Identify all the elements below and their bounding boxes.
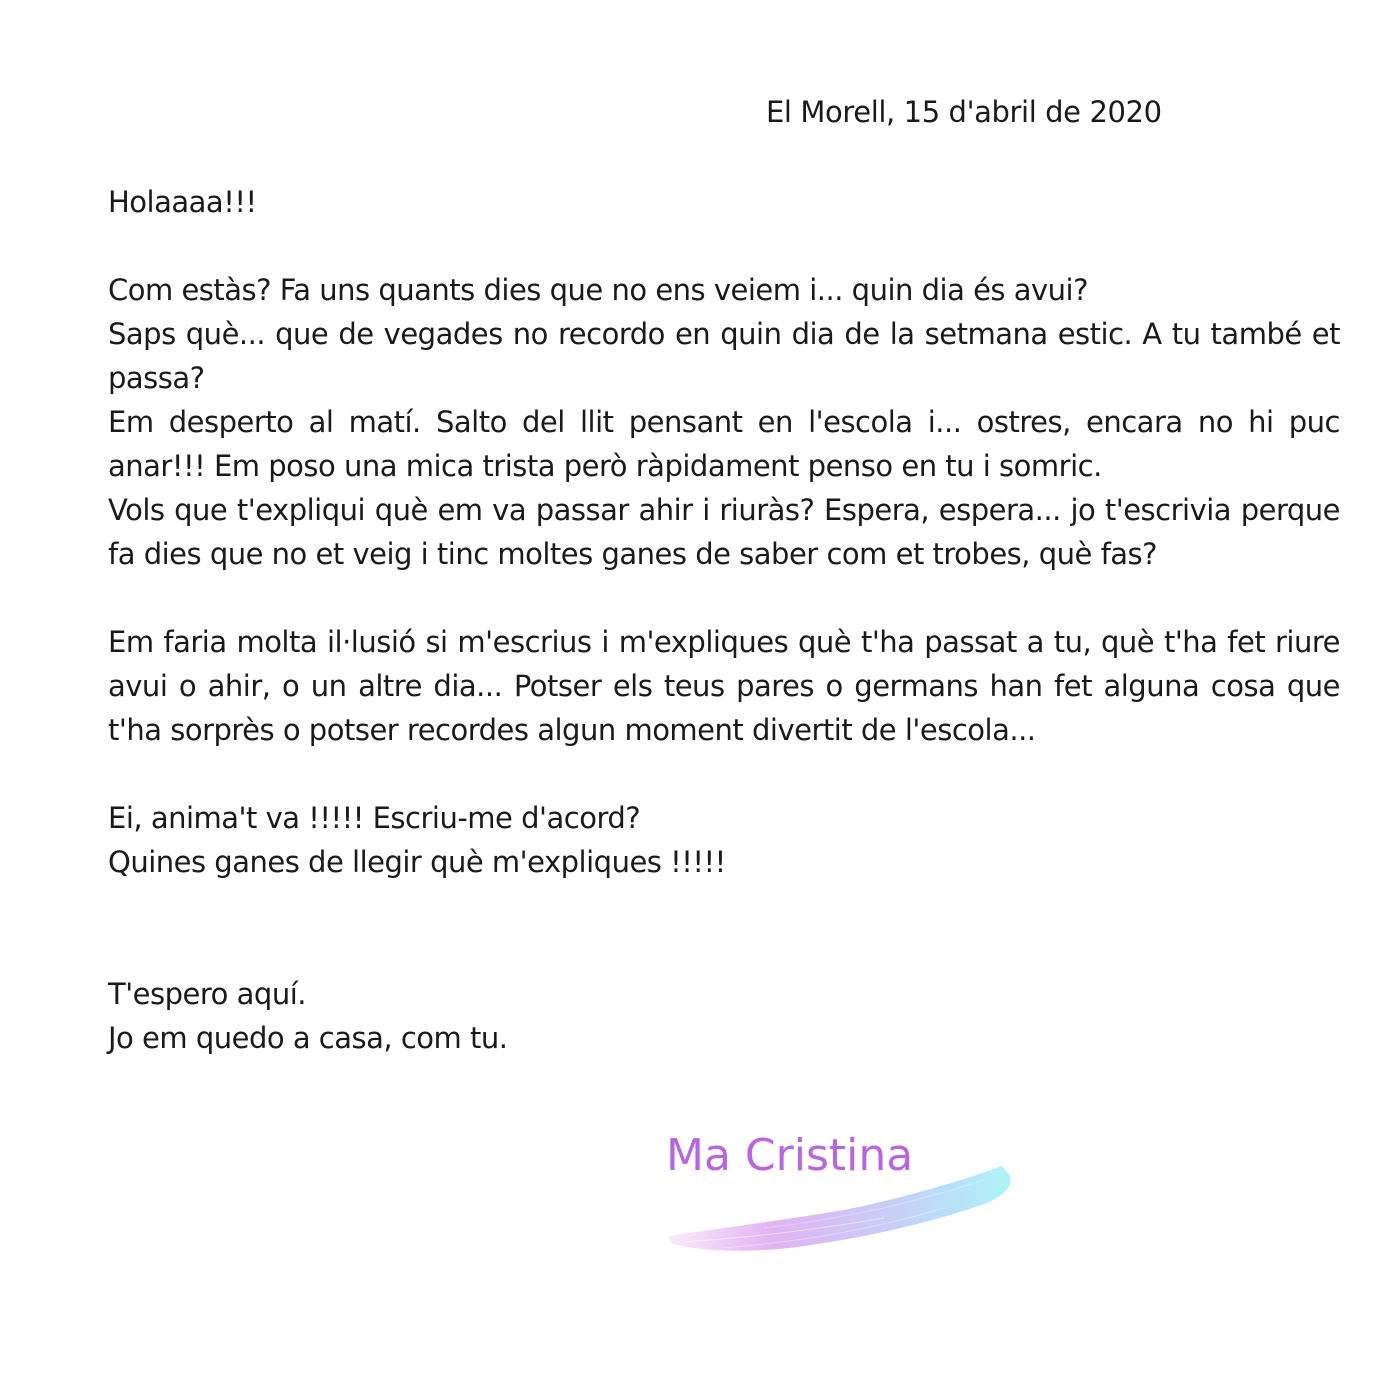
- signature: [666, 1128, 913, 1184]
- paragraph-1-sentence-3: Em desperto al matí. Salto del llit pensant en l'escola i... ostres, encara no hi puc anar!!! Em poso una mica trista però ràpidament penso en tu i somric.: [108, 405, 1340, 483]
- letter-body: [108, 180, 1340, 1060]
- paragraph-2: Em faria molta il·lusió si m'escrius i m'expliques què t'ha passat a tu, què t'ha fet riure avui o ahir, o un altre dia... Potser els teus pares o germans han fet alguna cosa que t'ha sorprès o potser recordes algun moment divertit de l'escola...: [108, 625, 1340, 747]
- paragraph-1-sentence-2: Saps què... que de vegades no recordo en quin dia de la setmana estic. A tu també et passa?: [108, 317, 1340, 395]
- paragraph-1-sentence-4: Vols que t'expliqui què em va passar ahir i riuràs? Espera, espera... jo t'escrivia perque fa dies que no et veig i tinc moltes ganes de saber com et trobes, què fas?: [108, 493, 1340, 571]
- greeting: Holaaaa!!!: [108, 185, 257, 219]
- paragraph-3-line-1: Ei, anima't va !!!!! Escriu-me d'acord?: [108, 801, 641, 835]
- paragraph-3-line-2: Quines ganes de llegir què m'expliques !!!!!: [108, 845, 726, 879]
- paragraph-1-line-1: Com estàs? Fa uns quants dies que no ens veiem i... quin dia és avui?: [108, 273, 1089, 307]
- closing-line-1: T'espero aquí.: [108, 977, 306, 1011]
- letter-date: El Morell, 15 d'abril de 2020: [766, 95, 1162, 129]
- closing-line-2: Jo em quedo a casa, com tu.: [108, 1021, 508, 1055]
- signature-text: Ma Cristina: [666, 1130, 914, 1181]
